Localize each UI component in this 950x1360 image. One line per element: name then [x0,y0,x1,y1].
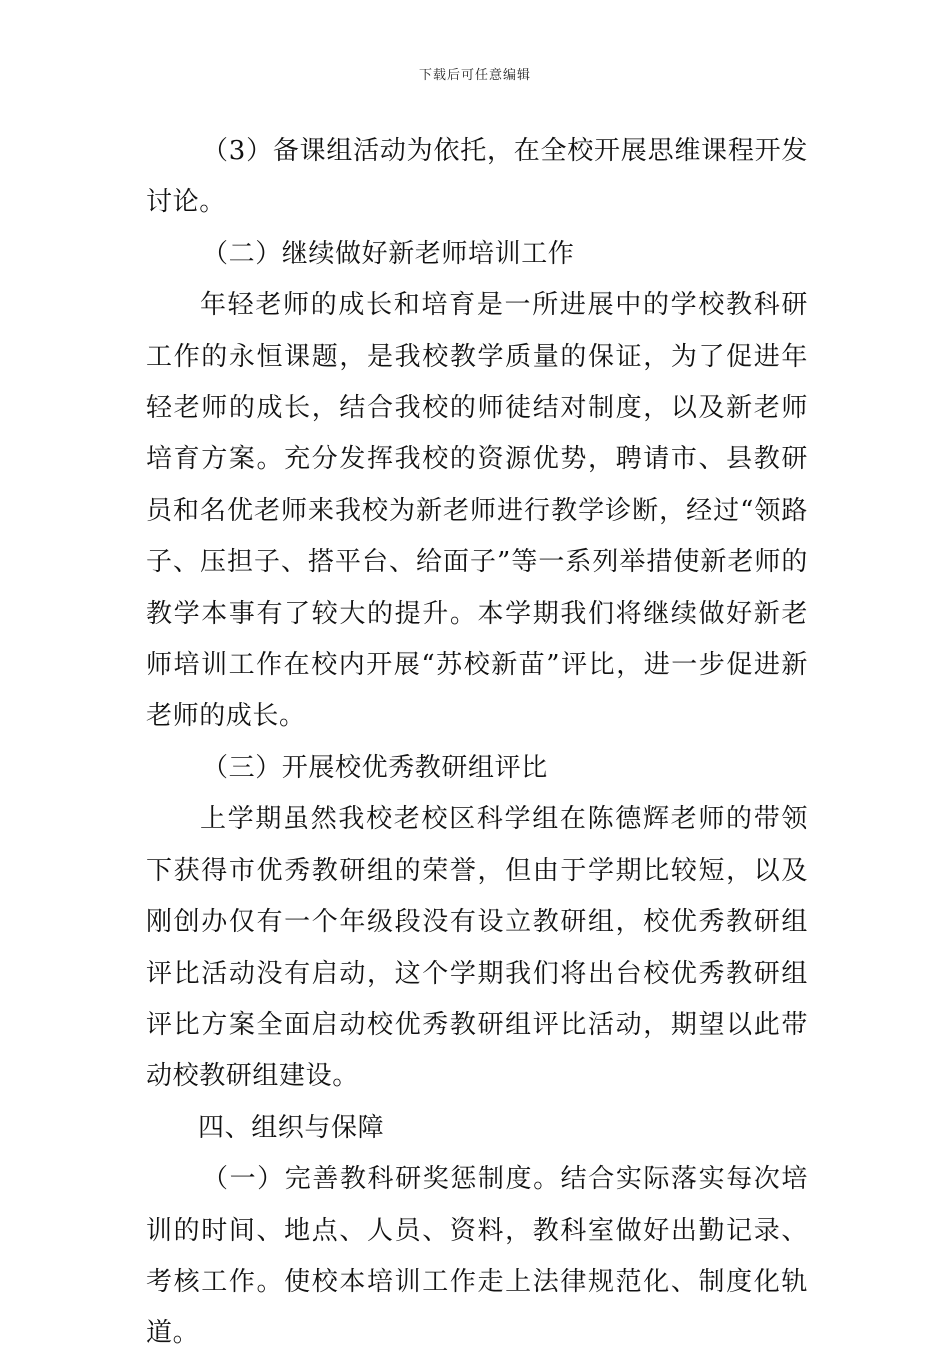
paragraph-sub-3: （3）备课组活动为依托，在全校开展思维课程开发讨论。 [146,136,808,218]
paragraph-body: 上学期虽然我校老校区科学组在陈德辉老师的带领下获得市优秀教研组的荣誉，但由于学期比较短，以及刚创办仅有一个年级段没有设立教研组，校优秀教研组评比活动没有启动，这个学期我们将出台校优秀教研组评比方案全面启动校优秀教研组评比活动，期望以此带动校教研组建设。 [146,804,808,1092]
section-heading-2: （二）继续做好新老师培训工作 [202,238,575,269]
page-header-note: 下载后可任意编辑 [418,68,531,83]
section-heading-3: （三）开展校优秀教研组评比 [202,752,548,783]
document-body [146,126,808,1360]
paragraph-body: 年轻老师的成长和培育是一所进展中的学校教科研工作的永恒课题，是我校教学质量的保证，为了促进年轻老师的成长，结合我校的师徒结对制度，以及新老师培育方案。充分发挥我校的资源优势，聘请市、县教研员和名优老师来我校为新老师进行教学诊断，经过“领路子、压担子、搭平台、给面子”等一系列举措使新老师的教学本事有了较大的提升。本学期我们将继续做好新老师培训工作在校内开展“苏校新苗”评比，进一步促进新老师的成长。 [146,290,808,732]
chapter-heading-4: 四、组织与保障 [198,1112,385,1143]
paragraph-sub-1: （一）完善教科研奖惩制度。结合实际落实每次培训的时间、地点、人员、资料，教科室做好出勤记录、考核工作。使校本培训工作走上法律规范化、制度化轨道。 [146,1164,808,1349]
